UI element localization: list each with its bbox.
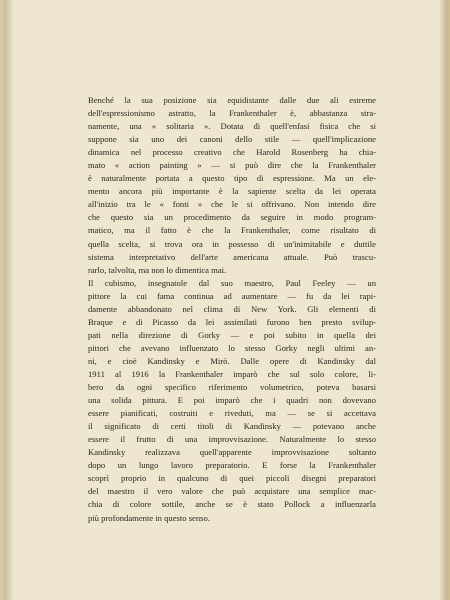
text-line: Benché la sua posizione sia equidistante dalle due ali estreme xyxy=(88,95,376,105)
text-line: bero da ogni specifico riferimento volumetrico, poteva basarsi xyxy=(88,382,376,393)
text-line: del maestro il vero valore che può acquistare una semplice mac- xyxy=(88,486,376,497)
text-line: damente abbandonato nel clima di New York. Gli elementi di xyxy=(88,303,376,314)
text-line: dell'espressionismo astratto, la Frankenthaler è, abbastanza stra- xyxy=(88,108,376,119)
text-line: all'inizio tra le « fonti » che le si offrivano. Non intendo dire xyxy=(88,199,376,210)
text-line: matico, ma il fatto è che la Frankenthaler, come risultato di xyxy=(88,225,376,236)
text-line: essere il frutto di una improvvisazione. Naturalmente lo stesso xyxy=(88,434,376,445)
text-line: mato « action painting » — si può dire che la Frankenthaler xyxy=(88,160,376,171)
page-edge-shadow xyxy=(439,0,447,600)
text-line: che questo sia un procedimento da seguire in modo program- xyxy=(88,212,376,223)
text-line: Il cubismo, insegnatole dal suo maestro, Paul Feeley — un xyxy=(88,277,376,288)
text-line: namente, una « solitaria ». Dotata di quell'enfasi fisica che si xyxy=(88,121,376,132)
text-line: ni, e cioè Kandinsky e Mirò. Dalle opere di Kandinsky dal xyxy=(88,355,376,366)
body-text xyxy=(88,94,376,525)
text-line: Braque e di Picasso da lei assimilati furono ben presto svilup- xyxy=(88,316,376,327)
text-line: 1911 al 1916 la Frankenthaler imparò che sul solo colore, li- xyxy=(88,368,376,379)
text-line: dinamica nel processo creativo che Harold Rosenberg ha chia- xyxy=(88,147,376,158)
text-line: mento ancora più importante è la sapiente scelta da lei operata xyxy=(88,186,376,197)
text-line: Kandinsky realizzava quell'apparente improvvisazione soltanto xyxy=(88,447,376,458)
text-line: essere pianificati, costruiti e riveduti, ma — se si accettava xyxy=(88,408,376,419)
text-line: pati nella direzione di Gorky — e poi subito in quella dei xyxy=(88,329,376,340)
spine-shadow xyxy=(4,0,14,600)
text-line: è naturalmente portata a questo tipo di espressione. Ma un ele- xyxy=(88,173,376,184)
text-line: dopo un lungo lavoro preparatorio. E forse la Frankenthaler xyxy=(88,460,376,471)
text-line: quella scelta, si trova ora in possesso di un'inimitabile e duttile xyxy=(88,238,376,249)
text-line: pittore la cui fama continua ad aumentare — fu da lei rapi- xyxy=(88,290,376,301)
text-line: più profondamente in questo senso. xyxy=(88,512,210,523)
text-line: il significato di certi titoli di Kandinsky — potevano anche xyxy=(88,421,376,432)
text-line: sistema interpretativo dell'arte americana attuale. Può trascu- xyxy=(88,251,376,262)
text-line: pittori che avevano influenzato lo stesso Gorky negli ultimi an- xyxy=(88,342,376,353)
text-line: suppone sia uno dei canoni dello stile — quell'implicazione xyxy=(88,134,376,145)
text-line: scoprì proprio in qualcuno di quei piccoli disegni preparatori xyxy=(88,473,376,484)
text-line: rarlo, talvolta, ma non lo dimentica mai. xyxy=(88,264,227,275)
text-line: chia di colore sottile, anche se è stato Pollock a influenzarla xyxy=(88,499,376,510)
text-line: una solida pittura. E poi imparò che i quadri non dovevano xyxy=(88,395,376,406)
